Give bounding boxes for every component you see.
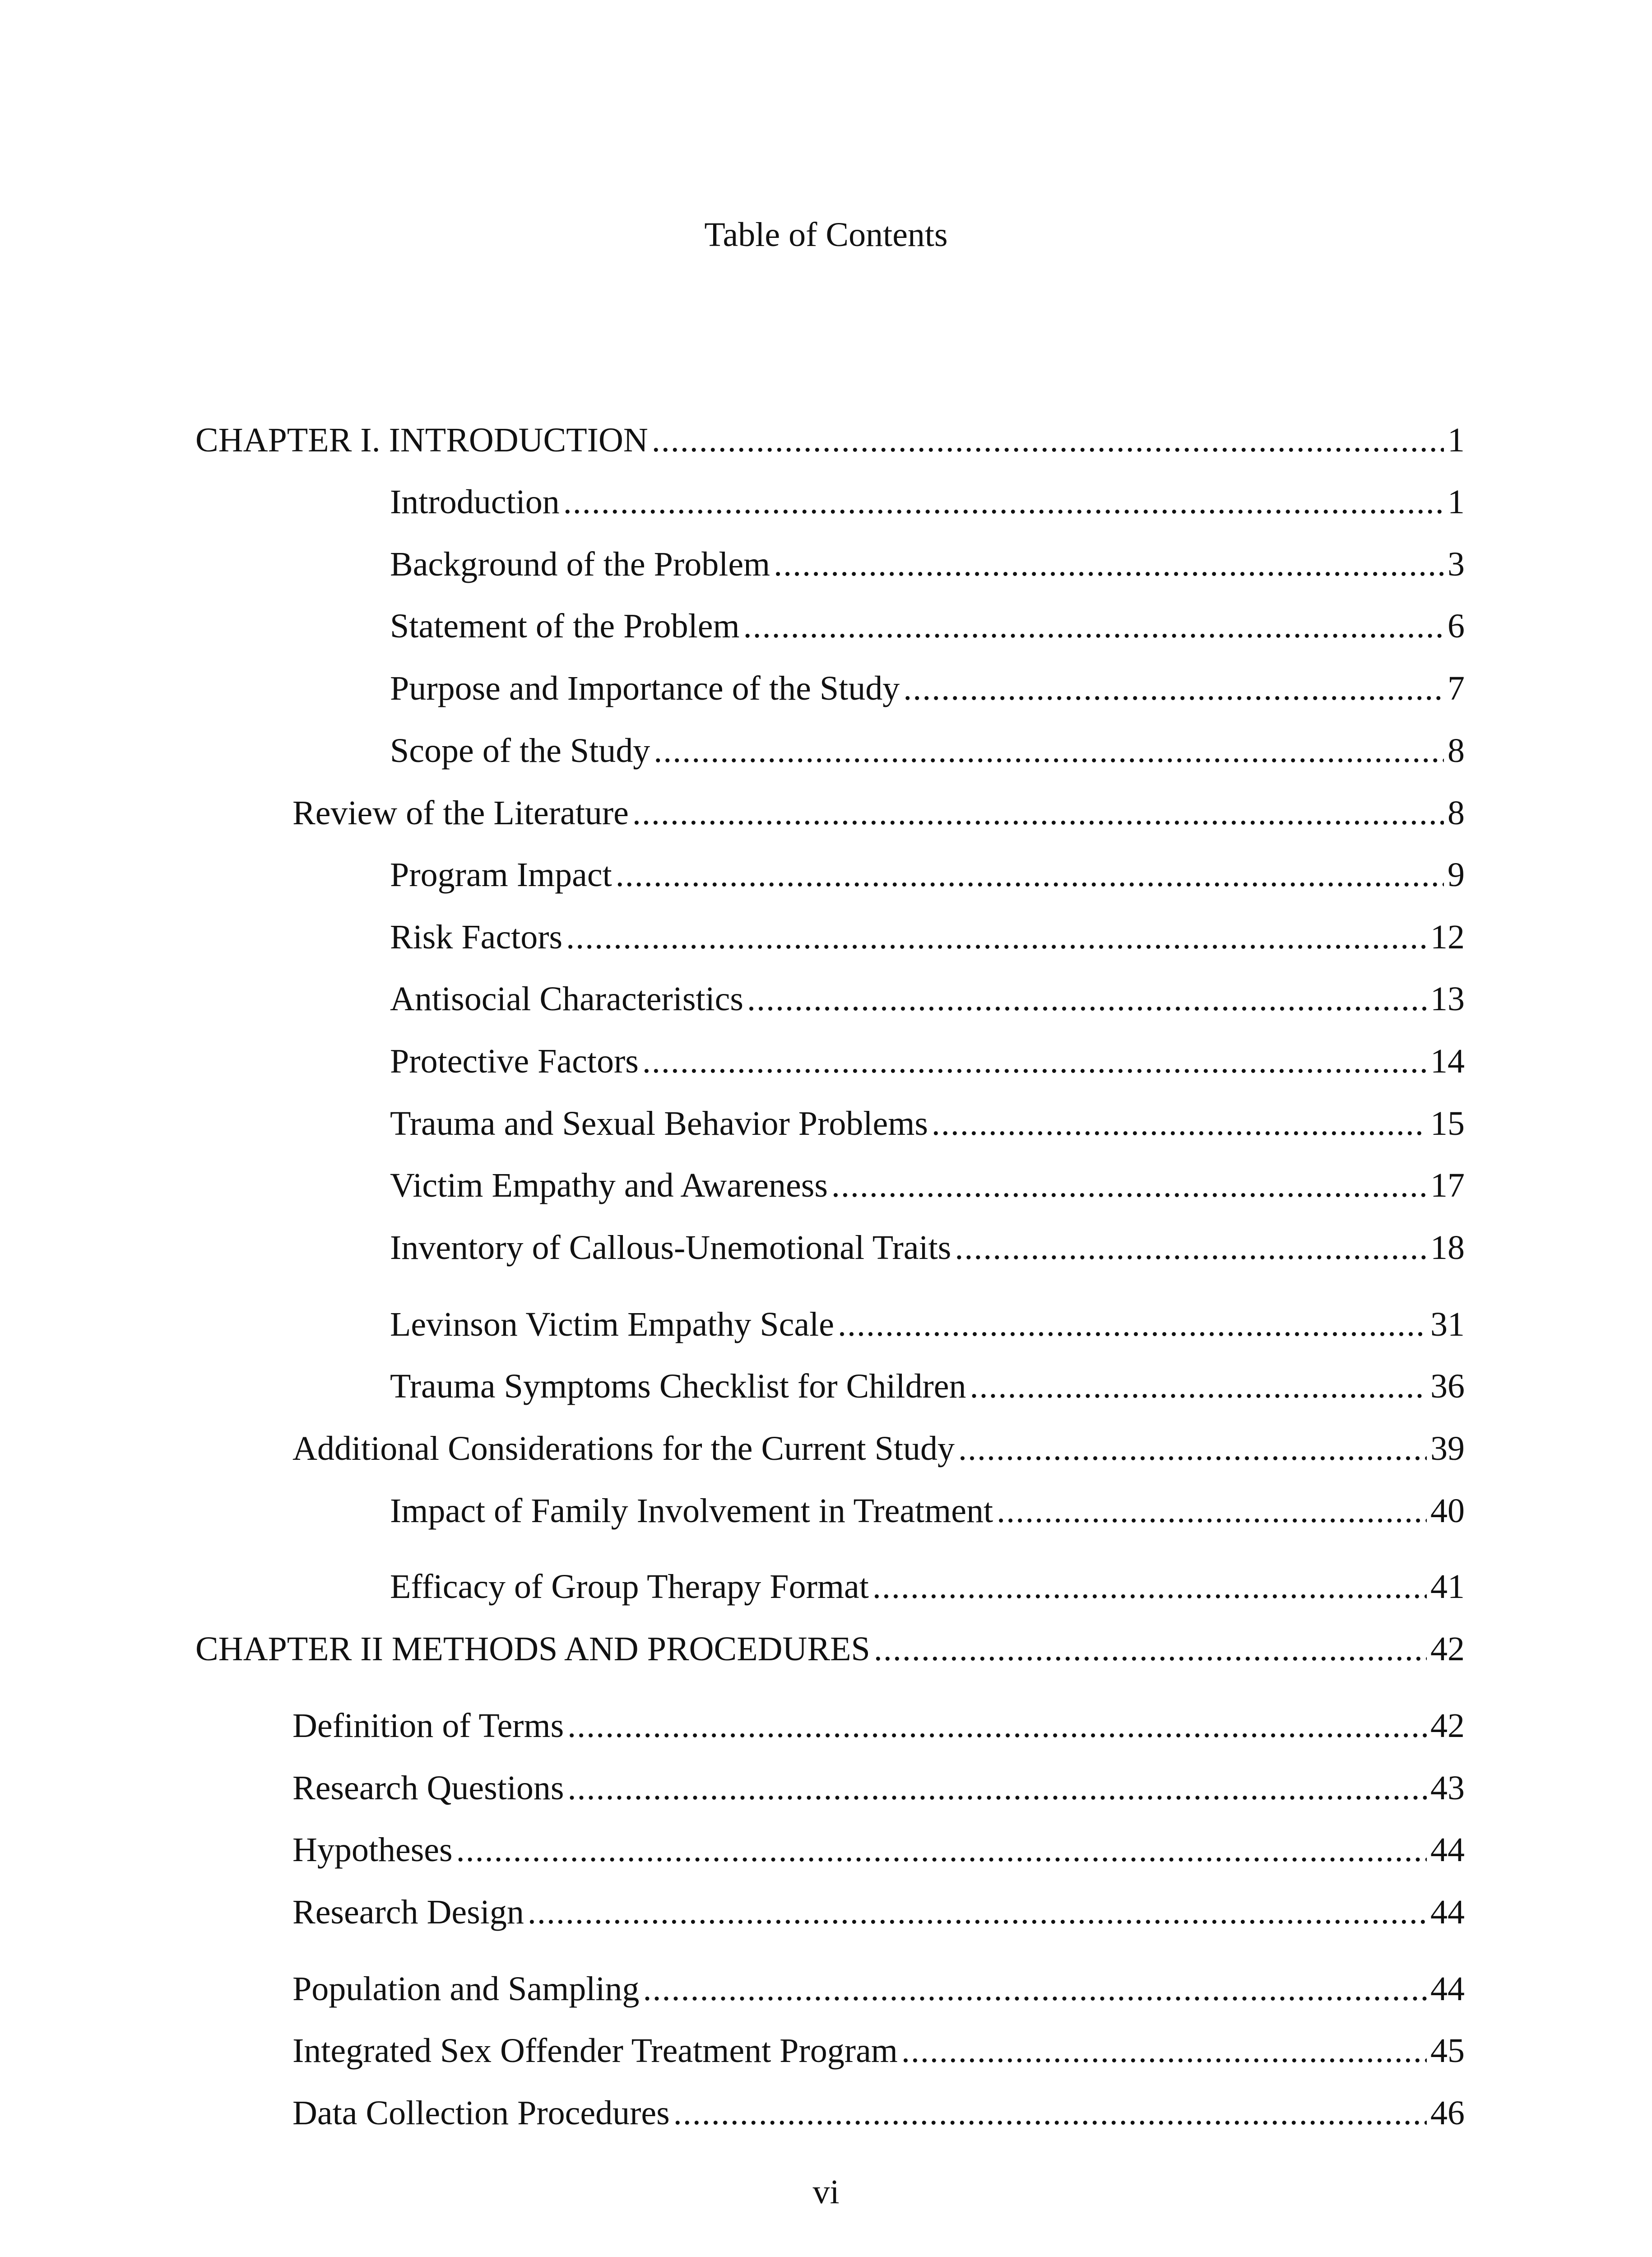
- toc-dot-leader: [831, 1158, 1427, 1212]
- toc-entry-label: Additional Considerations for the Current Study: [292, 1430, 955, 1468]
- toc-entry-page: 43: [1430, 1769, 1465, 1807]
- toc-entry-page: 12: [1430, 918, 1465, 956]
- toc-entry-label: Victim Empathy and Awareness: [390, 1166, 828, 1204]
- toc-entry-page: 44: [1430, 1893, 1465, 1931]
- toc-entry-label: Review of the Literature: [292, 794, 629, 832]
- toc-entry-page: 44: [1430, 1831, 1465, 1869]
- toc-entry: [390, 910, 1465, 964]
- toc-dot-leader: [955, 1221, 1427, 1275]
- toc-entry: [390, 1221, 1465, 1275]
- toc-dot-leader: [774, 537, 1444, 591]
- toc-entry-label: Program Impact: [390, 856, 612, 894]
- toc-entry-label: Research Design: [292, 1893, 524, 1931]
- toc-dot-leader: [903, 661, 1444, 715]
- toc-entry: [292, 1823, 1465, 1877]
- toc-entry: [390, 848, 1465, 902]
- toc-entry-page: 6: [1448, 607, 1465, 645]
- toc-entry: [390, 1158, 1465, 1212]
- toc-entry: [292, 1421, 1465, 1476]
- toc-entry: [390, 599, 1465, 653]
- toc-entry-page: 42: [1430, 1707, 1465, 1745]
- toc-entry-page: 40: [1430, 1492, 1465, 1530]
- toc-dot-leader: [567, 1699, 1427, 1753]
- toc-dot-leader: [874, 1622, 1427, 1676]
- toc-entry-page: 7: [1448, 669, 1465, 707]
- toc-entry-page: 31: [1430, 1305, 1465, 1343]
- toc-entry-page: 39: [1430, 1430, 1465, 1468]
- toc-entry: [390, 1359, 1465, 1413]
- toc-entry-page: 46: [1430, 2094, 1465, 2132]
- toc-entry: [390, 1484, 1465, 1538]
- toc-entry-label: Levinson Victim Empathy Scale: [390, 1305, 834, 1343]
- toc-entry-label: CHAPTER I. INTRODUCTION: [195, 421, 648, 459]
- toc-entry-label: Integrated Sex Offender Treatment Program: [292, 2032, 898, 2070]
- toc-dot-leader: [632, 786, 1444, 840]
- toc-entry-label: Population and Sampling: [292, 1970, 640, 2008]
- toc-entry: [195, 413, 1465, 467]
- toc-entry-page: 44: [1430, 1970, 1465, 2008]
- toc-entry-page: 41: [1430, 1568, 1465, 1606]
- toc-dot-leader: [838, 1297, 1427, 1351]
- toc-entry-label: Research Questions: [292, 1769, 564, 1807]
- toc-entry-label: CHAPTER II METHODS AND PROCEDURES: [195, 1630, 870, 1668]
- toc-entry: [390, 1297, 1465, 1351]
- toc-dot-leader: [616, 848, 1444, 902]
- toc-dot-leader: [566, 910, 1427, 964]
- toc-entry-label: Background of the Problem: [390, 545, 770, 583]
- toc-entry-page: 1: [1448, 421, 1465, 459]
- toc-entry: [390, 475, 1465, 529]
- toc-entry: [390, 972, 1465, 1026]
- toc-entry-page: 9: [1448, 856, 1465, 894]
- toc-entry-page: 1: [1448, 483, 1465, 521]
- toc-entry: [390, 1034, 1465, 1088]
- toc-dot-leader: [997, 1484, 1427, 1538]
- toc-dot-leader: [642, 1034, 1427, 1088]
- toc-entry-label: Inventory of Callous-Unemotional Traits: [390, 1229, 951, 1267]
- toc-entry: [390, 661, 1465, 715]
- toc-entry-page: 14: [1430, 1042, 1465, 1080]
- toc-dot-leader: [743, 599, 1444, 653]
- toc-entry-label: Purpose and Importance of the Study: [390, 669, 900, 707]
- toc-entry-label: Definition of Terms: [292, 1707, 564, 1745]
- toc-dot-leader: [970, 1359, 1427, 1413]
- toc-dot-leader: [872, 1560, 1427, 1614]
- toc-entry: [390, 1096, 1465, 1151]
- toc-entry-label: Trauma and Sexual Behavior Problems: [390, 1105, 928, 1142]
- toc-entry-label: Antisocial Characteristics: [390, 980, 743, 1018]
- toc-dot-leader: [654, 724, 1444, 778]
- toc-entry-page: 8: [1448, 794, 1465, 832]
- toc-entry-page: 8: [1448, 732, 1465, 770]
- toc-entry: [292, 1962, 1465, 2016]
- toc-entry-label: Scope of the Study: [390, 732, 650, 770]
- page-number: vi: [812, 2173, 840, 2211]
- toc-entry-page: 18: [1430, 1229, 1465, 1267]
- toc-entry-page: 36: [1430, 1367, 1465, 1405]
- toc-entry: [292, 1761, 1465, 1815]
- toc-entry-label: Protective Factors: [390, 1042, 639, 1080]
- toc-dot-leader: [456, 1823, 1427, 1877]
- toc-entry: [390, 1560, 1465, 1614]
- toc-dot-leader: [652, 413, 1444, 467]
- toc-entry-label: Risk Factors: [390, 918, 563, 956]
- toc-entry-label: Hypotheses: [292, 1831, 453, 1869]
- toc-entry-page: 45: [1430, 2032, 1465, 2070]
- toc-dot-leader: [673, 2086, 1427, 2140]
- toc-entry-page: 3: [1448, 545, 1465, 583]
- toc-dot-leader: [643, 1962, 1427, 2016]
- page-title: Table of Contents: [704, 216, 948, 254]
- toc-entry-label: Trauma Symptoms Checklist for Children: [390, 1367, 966, 1405]
- toc-entry: [292, 1699, 1465, 1753]
- toc-entry: [292, 1885, 1465, 1939]
- toc-entry: [292, 786, 1465, 840]
- toc-entry-label: Efficacy of Group Therapy Format: [390, 1568, 869, 1606]
- toc-entry: [292, 2024, 1465, 2078]
- toc-entry: [195, 1622, 1465, 1676]
- toc-dot-leader: [528, 1885, 1427, 1939]
- toc-entry: [390, 537, 1465, 591]
- toc-entry-page: 42: [1430, 1630, 1465, 1668]
- toc-dot-leader: [958, 1421, 1427, 1476]
- toc-dot-leader: [747, 972, 1427, 1026]
- toc-entry-page: 13: [1430, 980, 1465, 1018]
- toc-dot-leader: [901, 2024, 1427, 2078]
- toc-entry-label: Data Collection Procedures: [292, 2094, 670, 2132]
- toc-entry-page: 15: [1430, 1105, 1465, 1142]
- toc-dot-leader: [563, 475, 1444, 529]
- toc-entry-label: Impact of Family Involvement in Treatment: [390, 1492, 993, 1530]
- toc-entry: [292, 2086, 1465, 2140]
- toc-entry-page: 17: [1430, 1166, 1465, 1204]
- toc-entry: [390, 724, 1465, 778]
- toc-entry-label: Statement of the Problem: [390, 607, 740, 645]
- toc-dot-leader: [932, 1096, 1427, 1151]
- toc-dot-leader: [568, 1761, 1427, 1815]
- toc-entry-label: Introduction: [390, 483, 560, 521]
